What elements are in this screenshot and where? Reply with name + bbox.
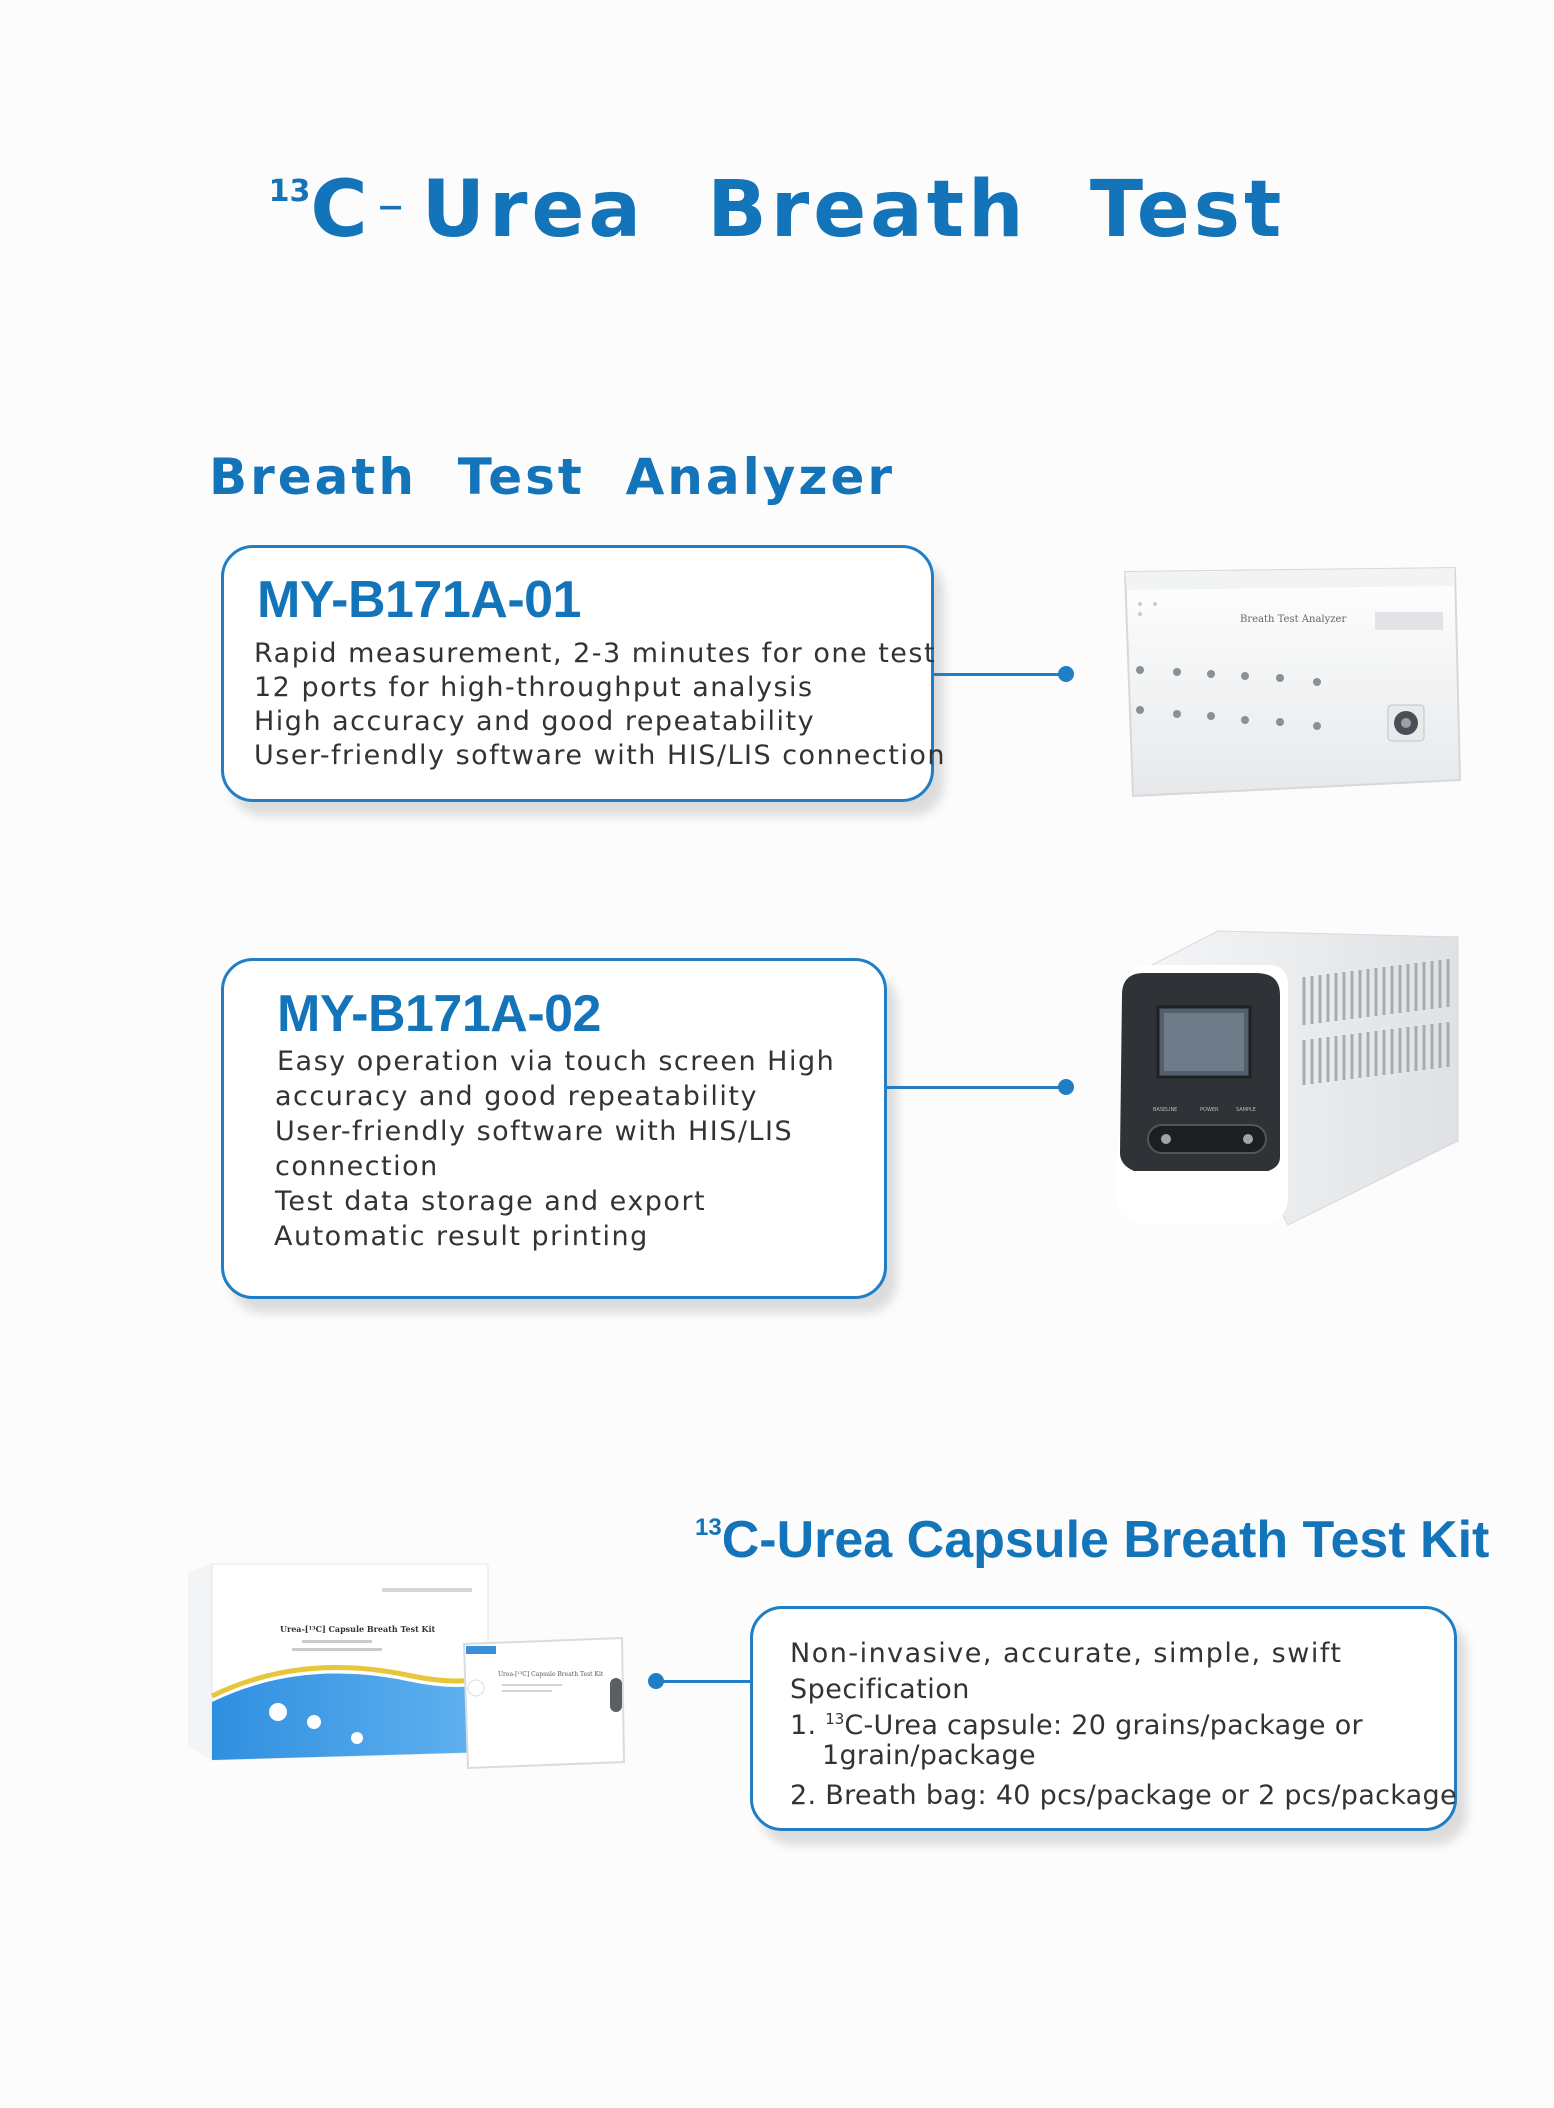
kit-spec-item-2: 2. Breath bag: 40 pcs/package or 2 pcs/package [790, 1780, 1457, 1811]
pouch-label: Urea-[¹³C] Capsule Breath Test Kit [498, 1671, 604, 1678]
product-2-feature: User-friendly software with HIS/LIS [275, 1116, 794, 1147]
connector-line-3 [658, 1680, 750, 1683]
kit-title-text: C-Urea Capsule Breath Test Kit [721, 1511, 1490, 1569]
device-2-baseline-label: BASELINE [1153, 1107, 1178, 1113]
device-2-power-label: POWER [1200, 1107, 1219, 1113]
product-1-feature: 12 ports for high-throughput analysis [254, 672, 814, 703]
product-1-feature: Rapid measurement, 2-3 minutes for one test [254, 638, 937, 669]
connector-line-1 [934, 673, 1064, 676]
analyzer-12-port-image [1105, 560, 1465, 800]
product-2-feature: Test data storage and export [275, 1186, 707, 1217]
product-1-model: MY-B171A-01 [257, 571, 581, 629]
title-dash: – [377, 175, 404, 235]
analyzer-1-label: Breath Test Analyzer [1240, 614, 1347, 625]
title-rest: Urea Breath Test [421, 165, 1286, 255]
kit-title [695, 1510, 1489, 1570]
kit-spec-label: Specification [790, 1674, 970, 1705]
page-title [0, 165, 1554, 255]
kit-title-superscript: 13 [695, 1513, 722, 1541]
product-1-feature: High accuracy and good repeatability [254, 706, 816, 737]
box-label: Urea-[¹³C] Capsule Breath Test Kit [280, 1624, 436, 1634]
connector-line-2 [887, 1086, 1064, 1089]
kit-intro: Non-invasive, accurate, simple, swift [790, 1638, 1343, 1669]
kit-spec-item-1: 1. $^{13}$C-Urea capsule: 20 grains/package or [790, 1710, 1363, 1741]
analyzer-touchscreen-image [1108, 925, 1463, 1245]
device-2-sample-label: SAMPLE [1236, 1107, 1256, 1113]
connector-dot-2 [1058, 1079, 1074, 1095]
product-2-feature: Automatic result printing [274, 1221, 649, 1252]
product-2-model: MY-B171A-02 [277, 985, 601, 1043]
connector-dot-1 [1058, 666, 1074, 682]
product-1-feature: User-friendly software with HIS/LIS connection [254, 740, 946, 771]
title-letter: C [310, 165, 372, 255]
section-title: Breath Test Analyzer [209, 448, 896, 506]
kit-spec-item-1-cont: 1grain/package [822, 1740, 1036, 1771]
product-2-feature: connection [275, 1151, 439, 1182]
title-superscript: 13 [268, 174, 311, 209]
product-2-feature: accuracy and good repeatability [275, 1081, 758, 1112]
test-kit-box-image [182, 1562, 632, 1772]
product-2-feature: Easy operation via touch screen High [277, 1046, 836, 1077]
